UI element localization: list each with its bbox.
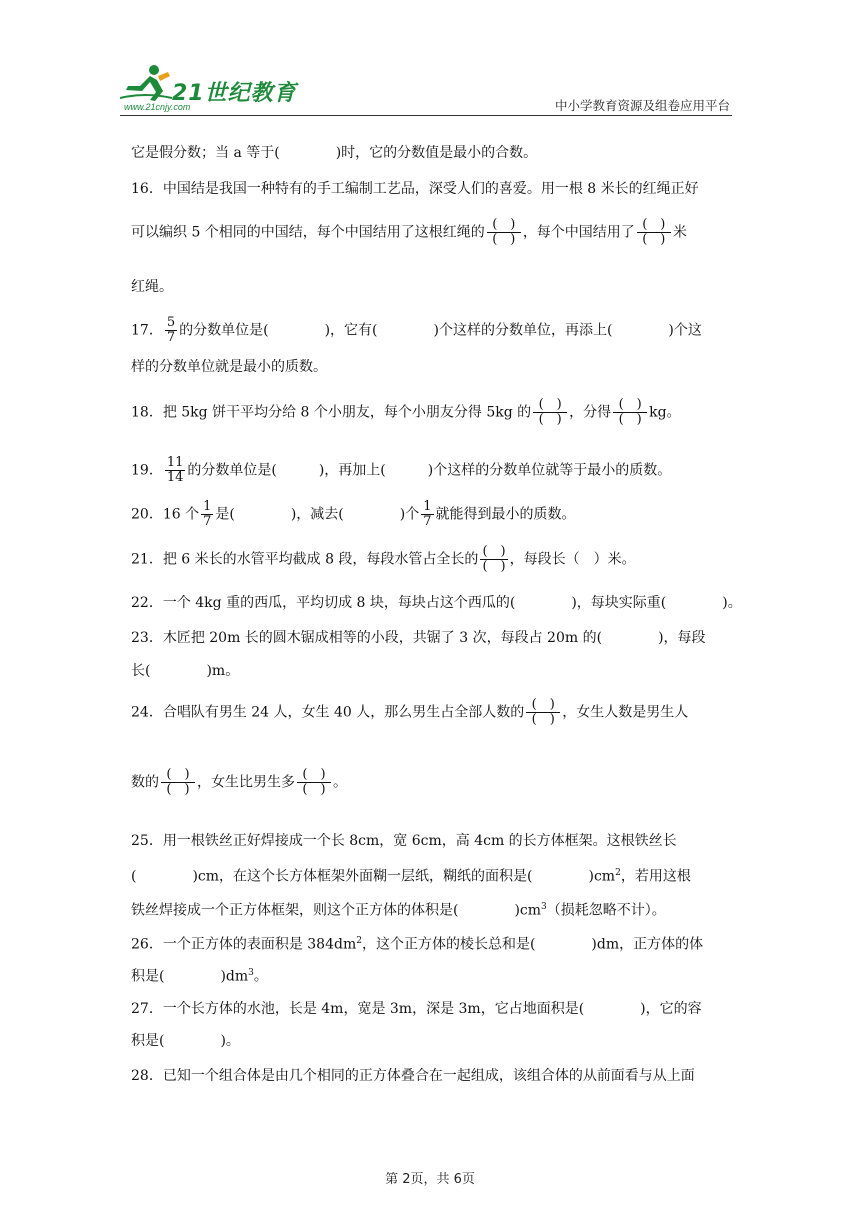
question-25: 25．用一根铁丝正好焊接成一个长 8cm，宽 6cm，高 4cm 的长方体框架。这根铁丝长 xyxy=(131,833,677,849)
question-23-line2: 长( )m。 xyxy=(131,663,240,679)
question-25-line3: 铁丝焊接成一个正方体框架，则这个正方体的体积是( )$cm^3$（损耗忽略不计）。 xyxy=(131,902,666,919)
platform-name: 中小学教育资源及组卷应用平台 xyxy=(554,98,730,113)
question-20: 20．16 个 $\frac{1}{7}$ 是( )，减去( )个 $\frac{1}{7}$ 就能得到最小的质数。 xyxy=(131,499,576,529)
answer-fraction[interactable]: $\frac{( )}{( )}$ xyxy=(487,218,521,247)
page-footer: 第 2页，共 6页 xyxy=(385,1172,475,1187)
answer-fraction[interactable]: $\frac{( )}{( )}$ xyxy=(526,698,560,727)
answer-fraction[interactable]: $\frac{( )}{( )}$ xyxy=(297,768,331,797)
question-27-line2: 积是( )。 xyxy=(131,1033,240,1049)
logo-url: www.21cnjy.com xyxy=(124,102,191,112)
answer-fraction[interactable]: $\frac{( )}{( )}$ xyxy=(161,768,195,797)
question-28: 28．已知一个组合体是由几个相同的正方体叠合在一起组成，该组合体的从前面看与从上面 xyxy=(131,1068,695,1084)
answer-fraction[interactable]: $\frac{( )}{( )}$ xyxy=(637,218,671,247)
question-25-line2: ( )cm，在这个长方体框架外面糊一层纸，糊纸的面积是( )$cm^2$，若用这根 xyxy=(131,868,691,885)
site-logo xyxy=(120,62,310,114)
logo-text: 21世纪教育 xyxy=(172,81,297,106)
text-line: 它是假分数；当 a 等于( )时，它的分数值是最小的合数。 xyxy=(131,145,538,161)
answer-fraction[interactable]: $\frac{( )}{( )}$ xyxy=(533,398,567,427)
fraction-1-7: $\frac{1}{7}$ xyxy=(203,499,212,529)
fraction-5-7: $\frac{5}{7}$ xyxy=(166,315,176,345)
answer-fraction[interactable]: $\frac{( )}{( )}$ xyxy=(613,398,647,427)
question-26-line2: 积是( )$dm^3$。 xyxy=(131,968,268,985)
runner-logo-icon xyxy=(120,62,176,102)
question-22: 22．一个 4kg 重的西瓜，平均切成 8 块，每块占这个西瓜的( )，每块实际重( )。 xyxy=(131,595,742,611)
answer-fraction[interactable]: $\frac{( )}{( )}$ xyxy=(482,544,506,574)
question-26: 26．一个正方体的表面积是 $384dm^2$，这个正方体的棱长总和是( )dm，正方体的体 xyxy=(131,936,704,953)
question-16: 16．中国结是我国一种特有的手工编制工艺品，深受人们的喜爱。用一根 8 米长的红绳正好 xyxy=(131,181,699,197)
fraction-11-14: $\frac{11}{14}$ xyxy=(166,455,184,485)
page-header xyxy=(120,62,730,114)
question-21: 21．把 6 米长的水管平均截成 8 段，每段水管占全长的 $\frac{( )}{( )}$ ，每段长（ ）米。 xyxy=(131,544,636,574)
question-18: 18．把 5kg 饼干平均分给 8 个小朋友，每个小朋友分得 5kg 的 $\frac{( )}{( )}$ ，分得 $\frac{( )}{( )}$ kg。 xyxy=(131,397,681,427)
question-17-line2: 样的分数单位就是最小的质数。 xyxy=(131,359,327,375)
question-27: 27．一个长方体的水池，长是 4m，宽是 3m，深是 3m，它占地面积是( )，它的容 xyxy=(131,1001,702,1017)
header-divider xyxy=(120,115,732,116)
question-24-line2: 数的 $\frac{( )}{( )}$ ，女生比男生多 $\frac{( )}{( )}$ 。 xyxy=(131,767,347,797)
question-24: 24．合唱队有男生 24 人，女生 40 人，那么男生占全部人数的 $\frac{( )}{( )}$ ，女生人数是男生人 xyxy=(131,697,689,727)
question-16-line3: 红绳。 xyxy=(131,279,173,295)
question-16-line2: 可以编织 5 个相同的中国结，每个中国结用了这根红绳的 $\frac{( )}{( )}$ ，每个中国结用了 $\frac{( )}{( )}$ 米 xyxy=(131,217,687,247)
question-17: 17． $\frac{5}{7}$ 的分数单位是( )，它有( )个这样的分数单位，再添上( )个这 xyxy=(131,315,702,345)
question-19: 19． $\frac{11}{14}$ 的分数单位是( )，再加上( )个这样的分数单位就等于最小的质数。 xyxy=(131,455,672,485)
fraction-1-7: $\frac{1}{7}$ xyxy=(423,499,432,529)
question-23: 23．木匠把 20m 长的圆木锯成相等的小段，共锯了 3 次，每段占 20m 的( )，每段 xyxy=(131,630,706,646)
